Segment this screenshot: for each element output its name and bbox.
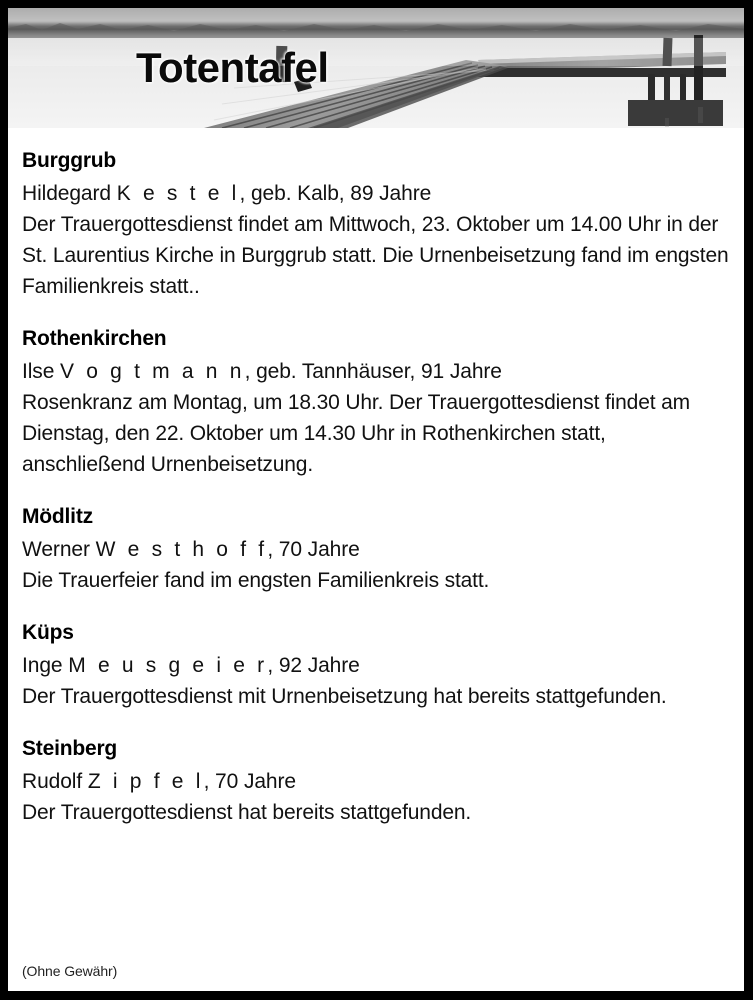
person-firstname: Inge	[22, 654, 69, 677]
notice-place: Rothenkirchen	[22, 327, 167, 350]
notice-entry	[22, 502, 730, 596]
person-details: , geb. Kalb, 89 Jahre	[239, 182, 432, 205]
card-inner	[8, 8, 744, 991]
person-firstname: Werner	[22, 538, 96, 561]
notice-list	[8, 128, 744, 828]
disclaimer-text: (Ohne Gewähr)	[22, 963, 118, 979]
person-details: , geb. Tannhäuser, 91 Jahre	[244, 360, 502, 383]
notice-entry	[22, 618, 730, 712]
person-firstname: Rudolf	[22, 770, 88, 793]
notice-detail: Der Trauergottesdienst hat bereits stattgefunden.	[22, 801, 472, 824]
notice-entry	[22, 146, 730, 302]
notice-place: Burggrub	[22, 149, 117, 172]
person-details: , 70 Jahre	[267, 538, 360, 561]
person-surname: K e s t e l	[116, 182, 240, 205]
notice-place: Küps	[22, 621, 74, 644]
notice-person	[22, 178, 730, 209]
notice-place: Mödlitz	[22, 505, 93, 528]
notice-entry	[22, 734, 730, 828]
notice-person	[22, 534, 730, 565]
header-banner	[8, 8, 744, 128]
notice-entry	[22, 324, 730, 480]
notice-detail: Rosenkranz am Montag, um 18.30 Uhr. Der Trauergottesdienst findet am Dienstag, den 22. Oktober um 14.30 Uhr in Rothenkirchen statt, anschließend Urnenbeisetzung.	[22, 391, 690, 476]
person-firstname: Ilse	[22, 360, 61, 383]
lake-jetty-photo-icon	[8, 8, 744, 128]
person-firstname: Hildegard	[22, 182, 117, 205]
person-details: , 92 Jahre	[267, 654, 360, 677]
notice-detail: Der Trauergottesdienst mit Urnenbeisetzung hat bereits stattgefunden.	[22, 685, 667, 708]
person-surname: M e u s g e i e r	[68, 654, 268, 677]
notice-detail: Die Trauerfeier fand im engsten Familienkreis statt.	[22, 569, 490, 592]
person-surname: Z i p f e l	[87, 770, 204, 793]
notice-person	[22, 766, 730, 797]
notice-detail: Der Trauergottesdienst findet am Mittwoch, 23. Oktober um 14.00 Uhr in der St. Laurentius Kirche in Burggrub statt. Die Urnenbeisetzung fand im engsten Familienkreis statt..	[22, 213, 729, 298]
notice-place: Steinberg	[22, 737, 118, 760]
person-surname: V o g t m a n n	[60, 360, 245, 383]
person-details: , 70 Jahre	[203, 770, 296, 793]
page-title: Totentafel	[136, 44, 329, 91]
person-surname: W e s t h o f f	[95, 538, 268, 561]
notice-person	[22, 356, 730, 387]
notice-person	[22, 650, 730, 681]
